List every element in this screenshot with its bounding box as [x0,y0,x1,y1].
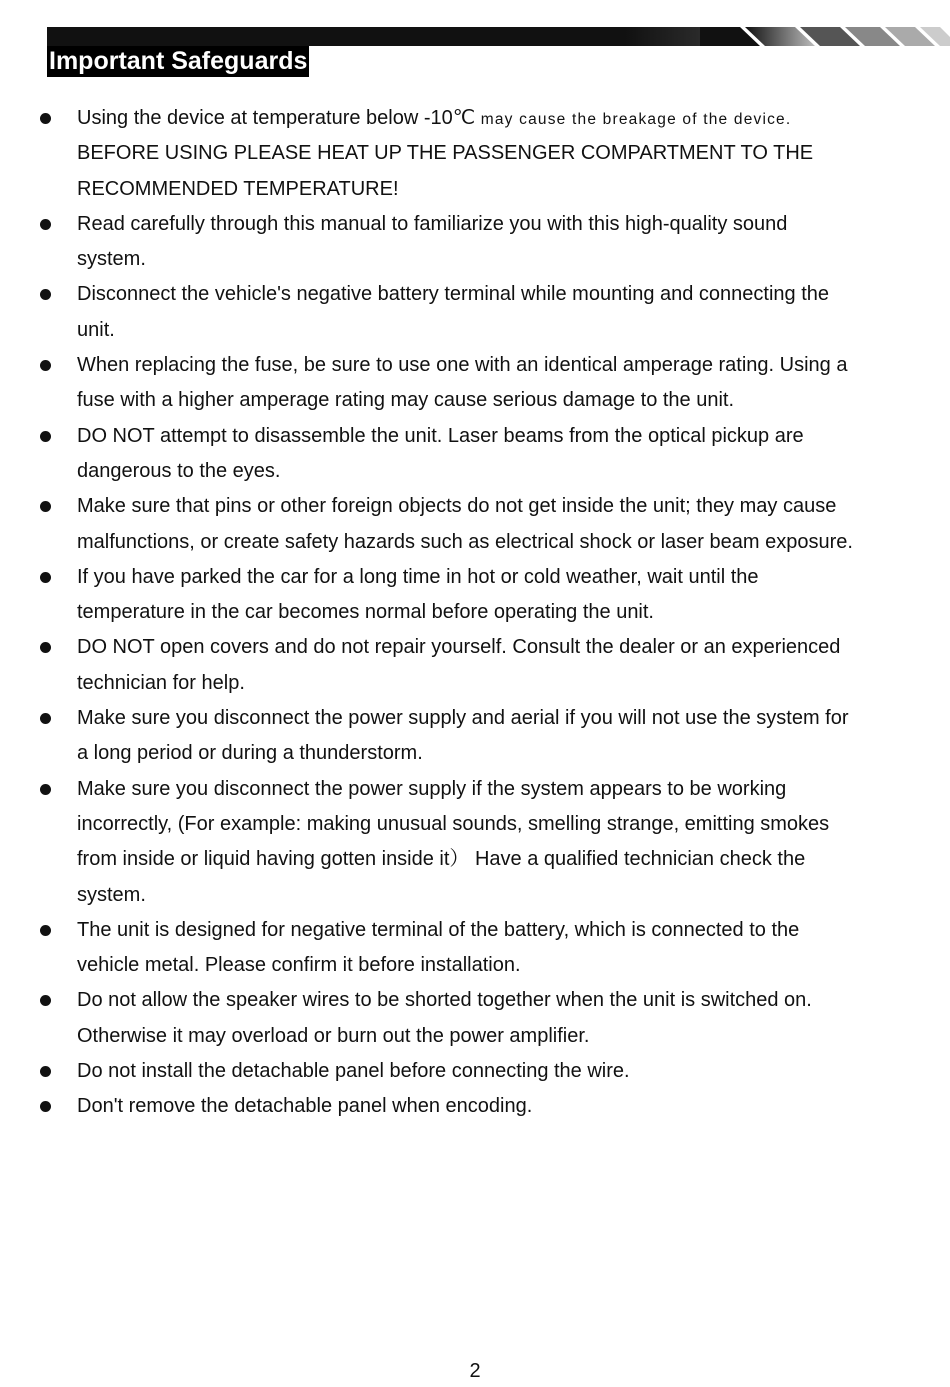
bullet-icon [40,642,51,653]
list-item [0,277,950,348]
bullet-icon [40,360,51,371]
item-text: Don't remove the detachable panel when encoding. [77,1095,533,1118]
item-text: incorrectly, (For example: making unusual sounds, smelling strange, emitting smokes [77,812,830,835]
list-item [0,983,950,1054]
item-text: a long period or during a thunderstorm. [77,742,423,765]
item-text: Make sure you disconnect the power supply and aerial if you will not use the system for [77,707,849,730]
item-text: The unit is designed for negative terminal of the battery, which is connected to the [77,918,800,941]
item-text: system. [77,883,146,906]
item-text: BEFORE USING PLEASE HEAT UP THE PASSENGER COMPARTMENT TO THE [77,142,814,165]
list-item [0,913,950,984]
item-text: Do not install the detachable panel before connecting the wire. [77,1060,630,1083]
bullet-icon [40,784,51,795]
bullet-icon [40,572,51,583]
bullet-icon [40,501,51,512]
item-text: unit. [77,318,115,341]
safeguards-list [0,101,950,1125]
list-item [0,1054,950,1089]
list-item [0,1089,950,1124]
item-text: DO NOT open covers and do not repair yourself. Consult the dealer or an experienced [77,636,841,659]
item-text: Read carefully through this manual to familiarize you with this high-quality sound [77,212,788,235]
bullet-icon [40,289,51,300]
header-stripes [700,27,950,46]
item-text: dangerous to the eyes. [77,459,281,482]
item-text: technician for help. [77,671,245,694]
list-item [0,701,950,772]
item-text: from inside or liquid having gotten inside it） Have a qualified technician check the [77,848,806,871]
item-text: Make sure you disconnect the power supply if the system appears to be working [77,777,787,800]
item-text-small: may cause the breakage of the device. [475,111,792,128]
item-text: temperature in the car becomes normal before operating the unit. [77,601,654,624]
bullet-icon [40,713,51,724]
bullet-icon [40,219,51,230]
bullet-icon [40,1101,51,1112]
bullet-icon [40,995,51,1006]
item-text: RECOMMENDED TEMPERATURE! [77,177,399,200]
list-item [0,772,950,913]
item-text: Disconnect the vehicle's negative battery terminal while mounting and connecting the [77,283,830,306]
item-text: DO NOT attempt to disassemble the unit. Laser beams from the optical pickup are [77,424,804,447]
item-text: If you have parked the car for a long time in hot or cold weather, wait until the [77,565,759,588]
list-item [0,630,950,701]
page-number: 2 [469,1360,481,1382]
item-text: Do not allow the speaker wires to be shorted together when the unit is switched on. [77,989,812,1012]
page-title: Important Safeguards [49,47,308,75]
bullet-icon [40,925,51,936]
list-item [0,419,950,490]
list-item [0,207,950,278]
item-text: vehicle metal. Please confirm it before installation. [77,954,521,977]
header-bar [47,27,727,46]
bullet-icon [40,113,51,124]
item-text: Otherwise it may overload or burn out the power amplifier. [77,1024,590,1047]
item-text: Using the device at temperature below -10℃ [77,107,476,129]
list-item [0,489,950,560]
item-text: malfunctions, or create safety hazards such as electrical shock or laser beam exposure. [77,530,853,553]
list-item [0,560,950,631]
item-text: When replacing the fuse, be sure to use one with an identical amperage rating. Using a [77,354,848,377]
item-text: fuse with a higher amperage rating may cause serious damage to the unit. [77,389,735,412]
item-text: system. [77,248,146,271]
list-item [0,348,950,419]
list-item [0,101,950,207]
bullet-icon [40,1066,51,1077]
item-text: Make sure that pins or other foreign objects do not get inside the unit; they may cause [77,495,837,518]
bullet-icon [40,431,51,442]
